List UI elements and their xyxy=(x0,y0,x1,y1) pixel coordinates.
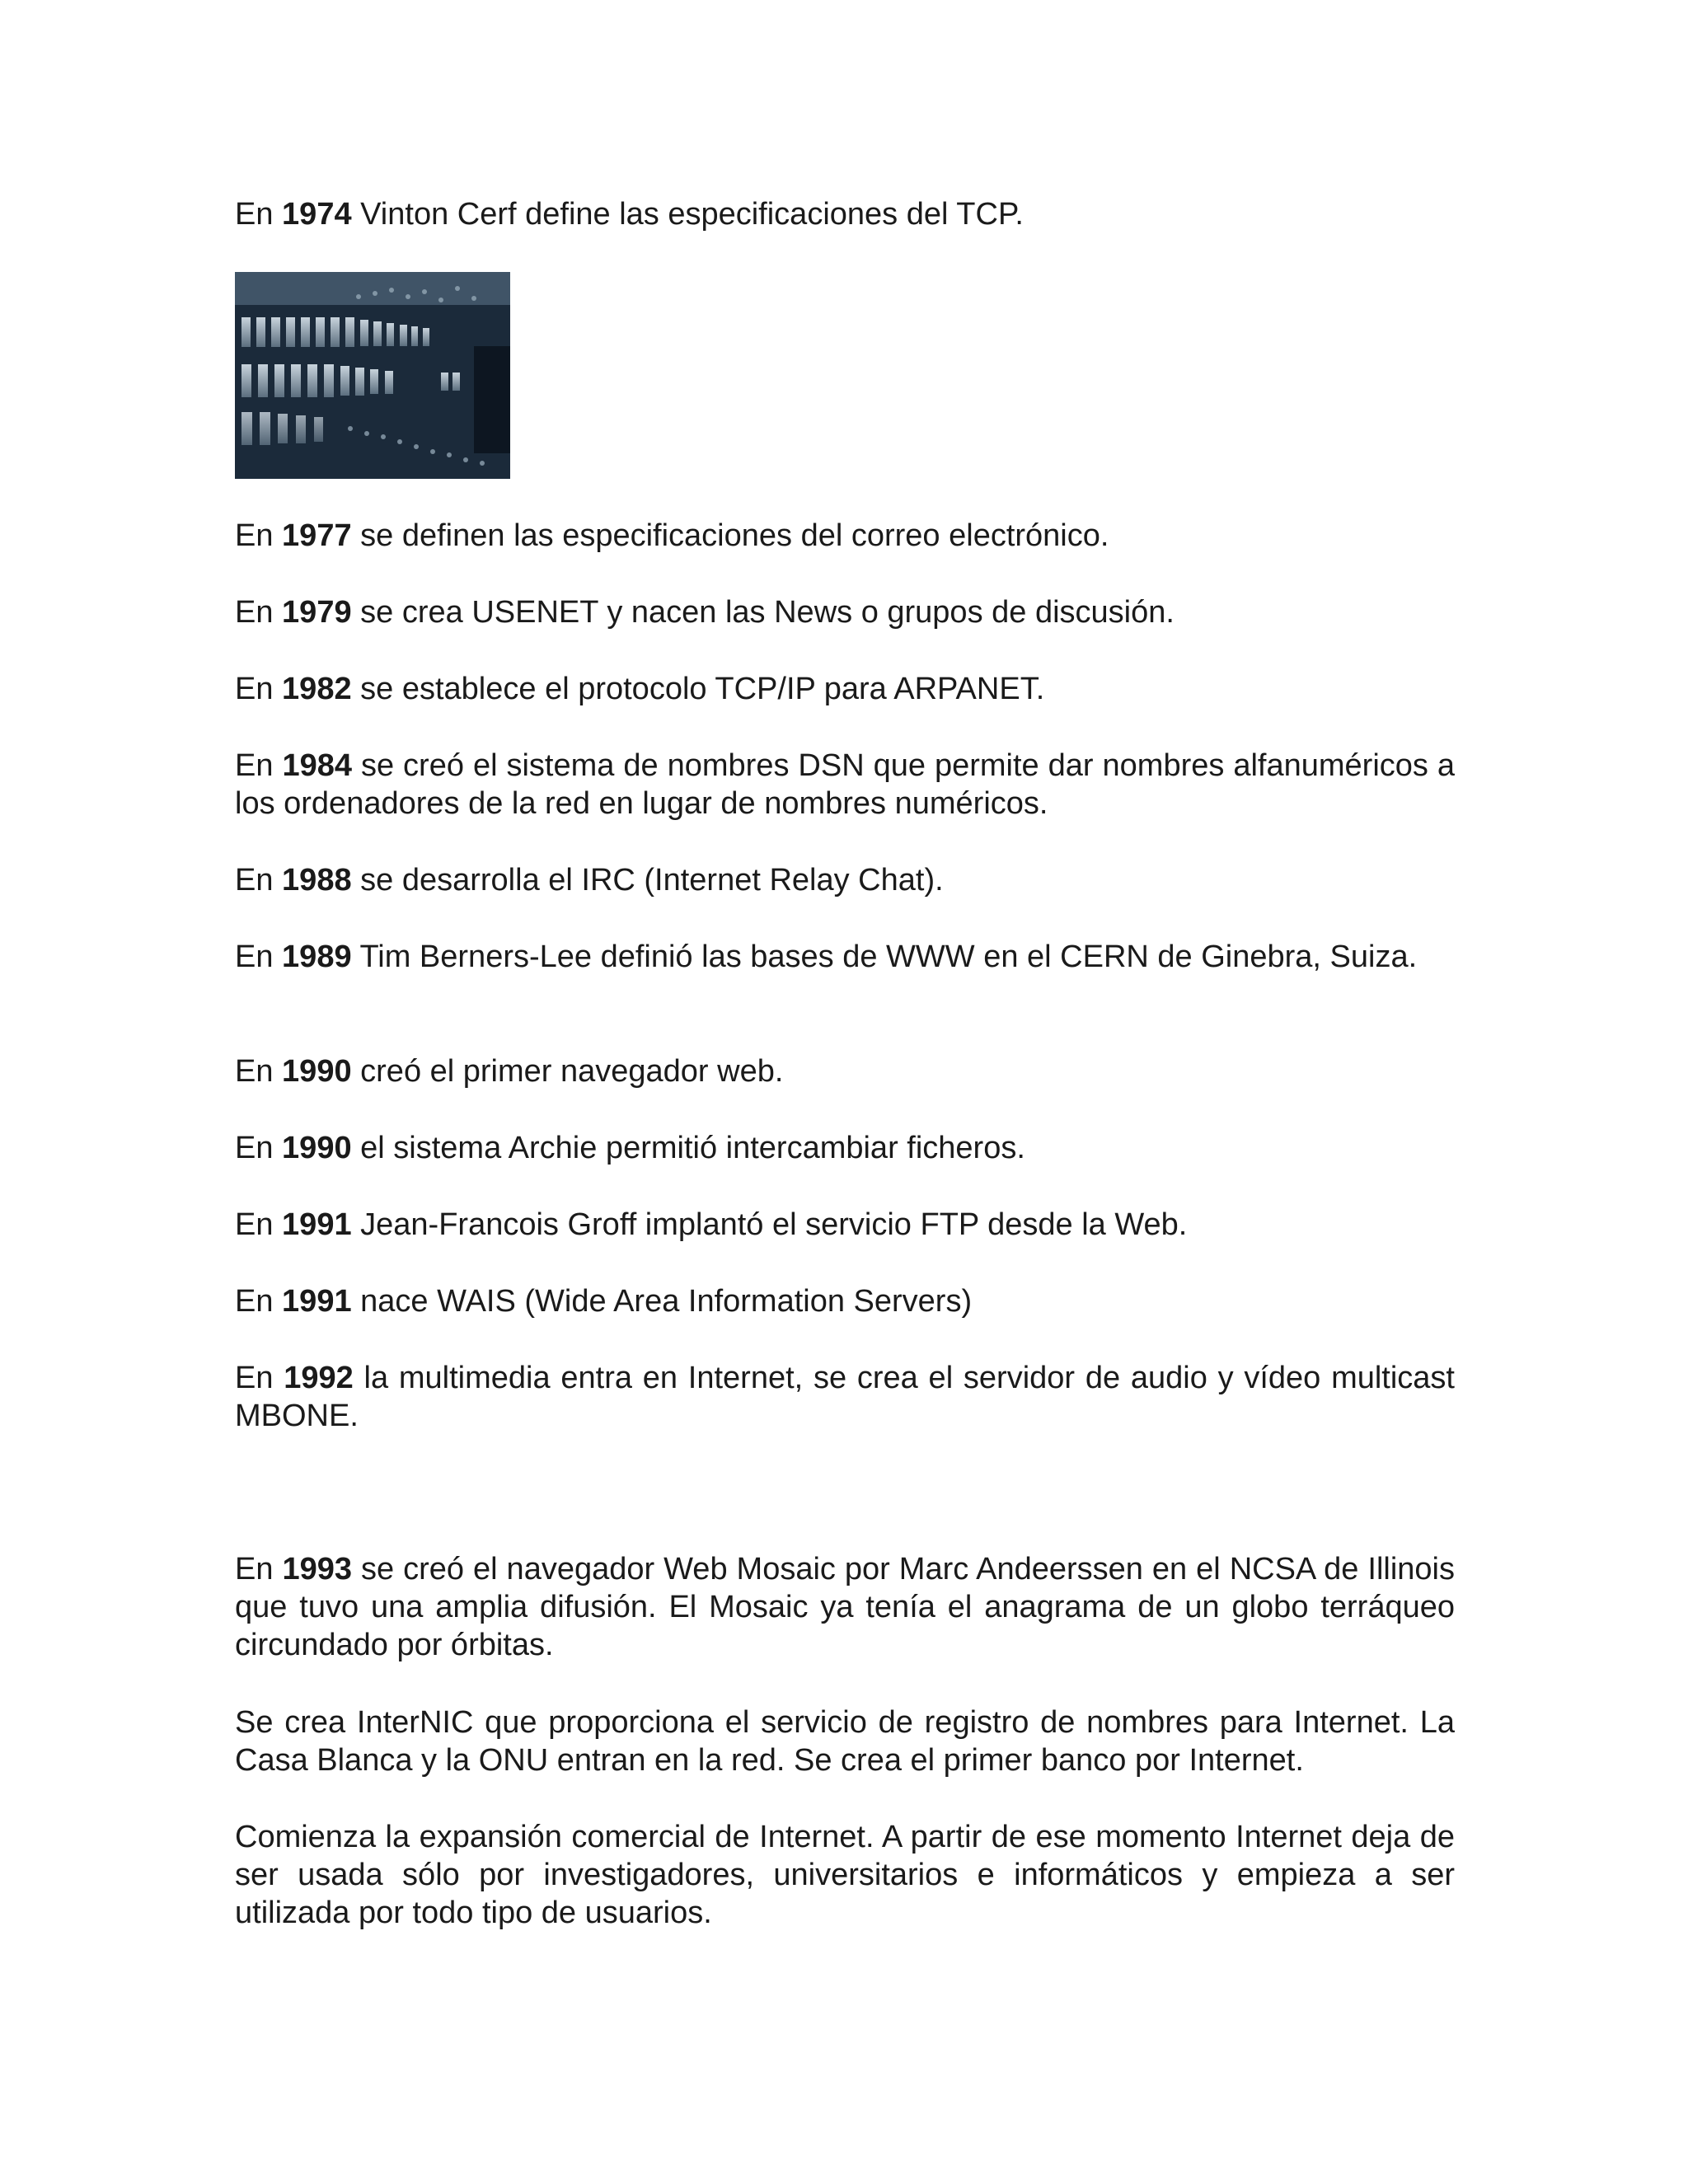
text-body: creó el primer navegador web. xyxy=(351,1054,784,1089)
text-body: se creó el sistema de nombres DSN que permite dar nombres alfanuméricos a los ordenadores de la red en lugar de nombres numéricos. xyxy=(235,748,1455,821)
year: 1990 xyxy=(282,1131,352,1165)
text-prefix: En xyxy=(235,940,283,974)
year: 1982 xyxy=(282,672,352,706)
year: 1988 xyxy=(282,863,352,898)
text-body: el sistema Archie permitió intercambiar ficheros. xyxy=(351,1131,1025,1165)
text-prefix: En xyxy=(235,748,283,783)
text-body: se establece el protocolo TCP/IP para ARPANET. xyxy=(351,672,1045,706)
text-body: se crea USENET y nacen las News o grupos de discusión. xyxy=(351,595,1175,630)
text-body: se definen las especificaciones del correo electrónico. xyxy=(351,518,1109,553)
year: 1977 xyxy=(282,518,352,553)
text-prefix: En xyxy=(235,1361,284,1395)
text-prefix: En xyxy=(235,1284,283,1319)
text-prefix: En xyxy=(235,1207,283,1242)
year: 1974 xyxy=(282,197,352,232)
text-prefix: En xyxy=(235,518,283,553)
text-body: se desarrolla el IRC (Internet Relay Chat). xyxy=(351,863,944,898)
year: 1992 xyxy=(284,1361,354,1395)
paragraph-1988 xyxy=(235,861,1455,899)
year: 1979 xyxy=(282,595,352,630)
paragraph-1993 xyxy=(235,1550,1455,1664)
text-body: Vinton Cerf define las especificaciones del TCP. xyxy=(351,197,1024,232)
paragraph-1990-browser xyxy=(235,1052,1455,1090)
text-prefix: En xyxy=(235,1054,283,1089)
year: 1984 xyxy=(282,748,352,783)
paragraph-internic: Se crea InterNIC que proporciona el servicio de registro de nombres para Internet. La Casa Blanca y la ONU entran en la red. Se crea el primer banco por Internet. xyxy=(235,1705,1455,1778)
text-prefix: En xyxy=(235,1552,283,1586)
paragraph-1991-ftp xyxy=(235,1206,1455,1244)
text-body: nace WAIS (Wide Area Information Servers) xyxy=(351,1284,973,1319)
text-prefix: En xyxy=(235,595,283,630)
paragraph-1979 xyxy=(235,593,1455,631)
paragraph-1977 xyxy=(235,517,1455,555)
text-body: Jean-Francois Groff implantó el servicio FTP desde la Web. xyxy=(351,1207,1188,1242)
text-prefix: En xyxy=(235,1131,283,1165)
paragraph-1974 xyxy=(235,195,1455,233)
year: 1990 xyxy=(282,1054,352,1089)
text-body: se creó el navegador Web Mosaic por Marc Andeerssen en el NCSA de Illinois que tuvo una amplia difusión. El Mosaic ya tenía el anagrama de un globo terráqueo circundado por órbitas. xyxy=(235,1552,1455,1662)
paragraph-1990-archie xyxy=(235,1129,1455,1167)
circuit-board-image xyxy=(235,272,510,479)
paragraph-1982 xyxy=(235,670,1455,708)
paragraph-1992 xyxy=(235,1359,1455,1435)
text-body: Tim Berners-Lee definió las bases de WWW en el CERN de Ginebra, Suiza. xyxy=(351,940,1418,974)
text-prefix: En xyxy=(235,863,283,898)
year: 1991 xyxy=(282,1207,352,1242)
text-prefix: En xyxy=(235,197,283,232)
text-prefix: En xyxy=(235,672,283,706)
year: 1989 xyxy=(282,940,352,974)
paragraph-1984 xyxy=(235,747,1455,823)
year: 1991 xyxy=(282,1284,352,1319)
paragraph-1991-wais xyxy=(235,1282,1455,1320)
paragraph-expansion: Comienza la expansión comercial de Internet. A partir de ese momento Internet deja de ser usada sólo por investigadores, universitarios e informáticos y empieza a ser utilizada por todo tipo de usuarios. xyxy=(235,1820,1455,1930)
text-body: la multimedia entra en Internet, se crea el servidor de audio y vídeo multicast MBONE. xyxy=(235,1361,1455,1433)
paragraph-1989 xyxy=(235,938,1455,976)
year: 1993 xyxy=(282,1552,353,1586)
